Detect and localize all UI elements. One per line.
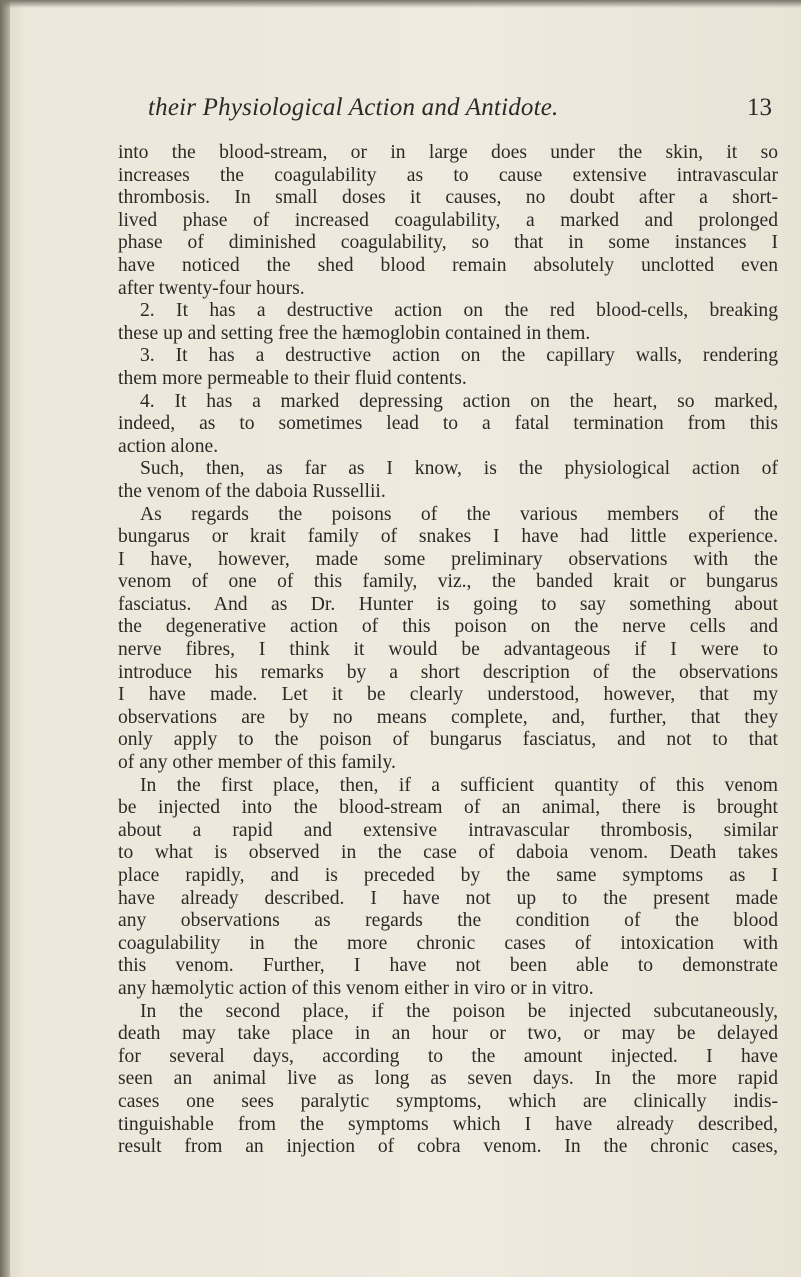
text-line: result from an injection of cobra venom. In the chronic cases,: [118, 1136, 778, 1158]
text-line: after twenty-four hours.: [118, 277, 305, 299]
text-line: this venom. Further, I have not been able to demonstrate: [118, 955, 778, 977]
text-line: I have, however, made some preliminary observations with the: [118, 548, 778, 570]
text-line: have already described. I have not up to the present made: [118, 887, 778, 909]
text-line: fasciatus. And as Dr. Hunter is going to say something about: [118, 593, 778, 615]
text-line: nerve fibres, I think it would be advantageous if I were to: [118, 639, 778, 661]
text-line: In the first place, then, if a sufficient quantity of this venom: [140, 774, 778, 796]
text-line: for several days, according to the amount injected. I have: [118, 1045, 778, 1067]
text-line: 3. It has a destructive action on the capillary walls, rendering: [140, 345, 778, 367]
text-line: As regards the poisons of the various members of the: [140, 503, 778, 525]
text-line: I have made. Let it be clearly understood, however, that my: [118, 684, 778, 706]
text-line: any hæmolytic action of this venom either in viro or in vitro.: [118, 977, 594, 999]
text-line: introduce his remarks by a short description of the observations: [118, 661, 778, 683]
text-line: Such, then, as far as I know, is the physiological action of: [140, 458, 778, 480]
page-number: 13: [747, 94, 772, 121]
running-title: their Physiological Action and Antidote.: [148, 94, 559, 121]
text-line: bungarus or krait family of snakes I have had little experience.: [118, 526, 778, 548]
text-line: In the second place, if the poison be injected subcutaneously,: [140, 1000, 778, 1022]
text-line: phase of diminished coagulability, so that in some instances I: [118, 232, 778, 254]
text-line: indeed, as to sometimes lead to a fatal termination from this: [118, 413, 778, 435]
book-spine-shadow: [0, 0, 10, 1277]
text-line: to what is observed in the case of daboia venom. Death takes: [118, 842, 778, 864]
text-line: coagulability in the more chronic cases of intoxication with: [118, 932, 778, 954]
page-header: [148, 94, 772, 130]
text-line: the venom of the daboia Russellii.: [118, 480, 386, 502]
text-line: observations are by no means complete, and, further, that they: [118, 706, 778, 728]
text-line: the degenerative action of this poison on the nerve cells and: [118, 616, 778, 638]
text-line: thrombosis. In small doses it causes, no doubt after a short-: [118, 187, 778, 209]
top-edge-shadow: [0, 0, 801, 8]
text-line: be injected into the blood-stream of an animal, there is brought: [118, 797, 778, 819]
text-line: venom of one of this family, viz., the banded krait or bungarus: [118, 571, 778, 593]
text-line: seen an animal live as long as seven days. In the more rapid: [118, 1068, 778, 1090]
text-line: place rapidly, and is preceded by the same symptoms as I: [118, 865, 778, 886]
text-line: into the blood-stream, or in large does under the skin, it so: [118, 142, 778, 163]
text-line: only apply to the poison of bungarus fasciatus, and not to that: [118, 729, 778, 751]
text-line: lived phase of increased coagulability, a marked and prolonged: [118, 209, 778, 231]
text-line: action alone.: [118, 435, 219, 457]
text-line: 2. It has a destructive action on the red blood-cells, breaking: [140, 300, 778, 322]
text-line: these up and setting free the hæmoglobin contained in them.: [118, 322, 591, 344]
text-line: increases the coagulability as to cause extensive intravascular: [118, 164, 778, 186]
text-line: cases one sees paralytic symptoms, which are clinically indis-: [118, 1090, 778, 1112]
text-line: have noticed the shed blood remain absolutely unclotted even: [118, 254, 778, 276]
text-line: about a rapid and extensive intravascular thrombosis, similar: [118, 819, 778, 841]
text-line: tinguishable from the symptoms which I have already described,: [118, 1113, 778, 1135]
body-text: [118, 142, 778, 1159]
text-line: death may take place in an hour or two, or may be delayed: [118, 1023, 778, 1045]
text-line: 4. It has a marked depressing action on the heart, so marked,: [140, 390, 778, 412]
text-line: any observations as regards the condition of the blood: [118, 910, 778, 932]
text-line: them more permeable to their fluid contents.: [118, 367, 467, 389]
text-line: of any other member of this family.: [118, 752, 396, 774]
